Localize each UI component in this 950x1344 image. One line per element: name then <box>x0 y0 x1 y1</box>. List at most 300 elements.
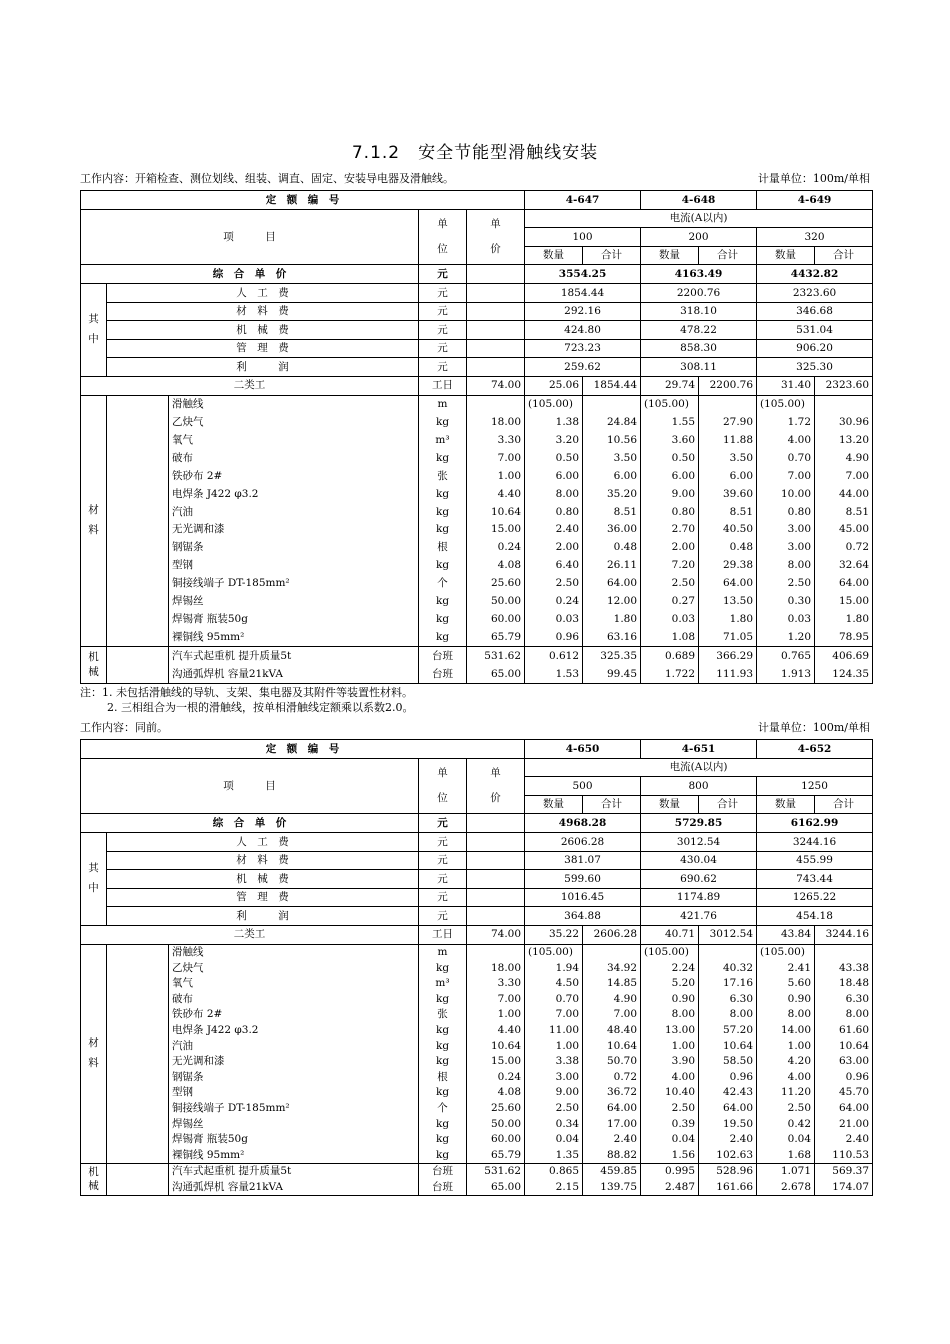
worker-cell: 35.22 <box>525 925 583 944</box>
material-cell: (105.00) <box>641 395 699 413</box>
machine-name: 沟通弧焊机 容量21kVA <box>169 1179 419 1195</box>
total-unit: 元 <box>419 814 467 833</box>
worker-cell: 29.74 <box>641 376 699 395</box>
material-price: 10.64 <box>467 1038 525 1054</box>
material-cell: 43.38 <box>815 960 873 976</box>
machine-cell: 0.689 <box>641 647 699 665</box>
machine-price: 65.00 <box>467 665 525 683</box>
material-cell: 15.00 <box>815 592 873 610</box>
sum-header: 合计 <box>815 795 873 814</box>
table-row <box>81 758 873 777</box>
page-title: 7.1.2 安全节能型滑触线安装 <box>351 143 599 163</box>
machine-cell: 0.612 <box>525 647 583 665</box>
material-name: 钢锯条 <box>169 539 419 557</box>
material-unit: kg <box>419 503 467 521</box>
table-row <box>81 1023 873 1039</box>
material-unit: m³ <box>419 976 467 992</box>
material-name: 焊锡膏 瓶装50g <box>169 610 419 628</box>
worker-cell: 40.71 <box>641 925 699 944</box>
material-cell: 13.20 <box>815 431 873 449</box>
material-cell: 2.41 <box>757 960 815 976</box>
material-cell: 2.24 <box>641 960 699 976</box>
table-row <box>81 358 873 377</box>
table-row <box>81 832 873 851</box>
table-row <box>81 431 873 449</box>
material-cell: 45.00 <box>815 521 873 539</box>
qizhong-2: 中 <box>88 881 99 894</box>
machine-cell: 124.35 <box>815 665 873 683</box>
material-cell: 2.50 <box>641 1100 699 1116</box>
qty-header: 数量 <box>757 246 815 265</box>
cost-name-profit: 利 润 <box>107 907 419 926</box>
material-cell: 4.50 <box>525 976 583 992</box>
material-cell: 2.00 <box>525 539 583 557</box>
table-row <box>81 209 873 228</box>
material-name: 破布 <box>169 449 419 467</box>
material-price: 25.60 <box>467 574 525 592</box>
material-cell: 0.04 <box>757 1132 815 1148</box>
table-row <box>81 610 873 628</box>
material-price: 3.30 <box>467 431 525 449</box>
material-cell: 7.00 <box>757 467 815 485</box>
cost-name-machine: 机 械 费 <box>107 321 419 340</box>
material-price: 1.00 <box>467 1007 525 1023</box>
cailiao-label <box>81 395 107 646</box>
cost-unit: 元 <box>419 851 467 870</box>
qty-header: 数量 <box>525 795 583 814</box>
material-cell: 58.50 <box>699 1054 757 1070</box>
material-price: 65.79 <box>467 1147 525 1163</box>
cost-value: 325.30 <box>757 358 873 377</box>
material-name: 铜接线端子 DT-185mm² <box>169 574 419 592</box>
jixie-2: 械 <box>88 1180 99 1193</box>
machine-unit: 台班 <box>419 647 467 665</box>
material-cell: 9.00 <box>641 485 699 503</box>
cost-unit: 元 <box>419 907 467 926</box>
table-row <box>81 870 873 889</box>
material-cell: 4.20 <box>757 1054 815 1070</box>
material-cell: 7.00 <box>583 1007 641 1023</box>
material-name: 铁砂布 2# <box>169 467 419 485</box>
table-row <box>81 944 873 960</box>
jixie-2: 械 <box>88 665 99 678</box>
material-cell: 8.00 <box>757 557 815 575</box>
material-cell: 48.40 <box>583 1023 641 1039</box>
table-row <box>81 925 873 944</box>
material-cell: 10.00 <box>757 485 815 503</box>
material-unit: 根 <box>419 539 467 557</box>
machine-cell: 161.66 <box>699 1179 757 1195</box>
material-name: 乙炔气 <box>169 960 419 976</box>
material-unit: kg <box>419 1147 467 1163</box>
material-name: 铜接线端子 DT-185mm² <box>169 1100 419 1116</box>
material-cell: 3.50 <box>699 449 757 467</box>
cost-value: 1265.22 <box>757 888 873 907</box>
work-content-1: 工作内容：开箱检查、测位划线、组装、调直、固定、安装导电器及滑触线。 <box>80 172 454 185</box>
material-cell: (105.00) <box>757 395 815 413</box>
material-cell: 3.50 <box>583 449 641 467</box>
material-cell: 26.11 <box>583 557 641 575</box>
cost-value: 454.18 <box>757 907 873 926</box>
material-cell: 27.90 <box>699 413 757 431</box>
material-cell: 11.20 <box>757 1085 815 1101</box>
cost-name-material: 材 料 费 <box>107 302 419 321</box>
material-cell: 0.96 <box>815 1069 873 1085</box>
material-cell: 8.00 <box>525 485 583 503</box>
current-value: 800 <box>641 777 757 796</box>
machine-cell: 1.722 <box>641 665 699 683</box>
material-cell: 4.00 <box>641 1069 699 1085</box>
material-cell: 1.35 <box>525 1147 583 1163</box>
cost-value: 478.22 <box>641 321 757 340</box>
machine-cell: 325.35 <box>583 647 641 665</box>
cailiao-1: 材 <box>88 1036 99 1049</box>
table-row <box>81 907 873 926</box>
material-price: 15.00 <box>467 1054 525 1070</box>
total-value: 5729.85 <box>641 814 757 833</box>
material-cell: 0.96 <box>699 1069 757 1085</box>
material-name: 无光调和漆 <box>169 1054 419 1070</box>
table-row <box>81 413 873 431</box>
table-row <box>81 628 873 646</box>
table-row <box>81 1085 873 1101</box>
cost-value: 906.20 <box>757 339 873 358</box>
material-unit: kg <box>419 1054 467 1070</box>
material-cell: 17.00 <box>583 1116 641 1132</box>
material-cell: 3.00 <box>525 1069 583 1085</box>
quota-code: 4-649 <box>757 191 873 210</box>
cost-name-material: 材 料 费 <box>107 851 419 870</box>
material-cell: 2.50 <box>525 1100 583 1116</box>
material-cell: 12.00 <box>583 592 641 610</box>
qty-header: 数量 <box>757 795 815 814</box>
jixie-label <box>81 647 107 684</box>
material-cell: 0.90 <box>757 991 815 1007</box>
material-cell: 2.50 <box>757 1100 815 1116</box>
material-cell: 6.30 <box>699 991 757 1007</box>
material-cell: 7.00 <box>815 467 873 485</box>
measure-unit-1: 计量单位：100m/单相 <box>757 172 870 185</box>
material-cell <box>699 944 757 960</box>
material-cell: 2.50 <box>525 574 583 592</box>
material-unit: kg <box>419 413 467 431</box>
material-unit: kg <box>419 1085 467 1101</box>
cailiao-1: 材 <box>88 503 99 516</box>
quota-code: 4-647 <box>525 191 641 210</box>
material-unit: kg <box>419 610 467 628</box>
cost-unit: 元 <box>419 870 467 889</box>
material-cell: 34.92 <box>583 960 641 976</box>
material-cell: 29.38 <box>699 557 757 575</box>
material-cell: 0.03 <box>757 610 815 628</box>
worker-cell: 2606.28 <box>583 925 641 944</box>
machine-price: 531.62 <box>467 1163 525 1179</box>
material-cell: 5.60 <box>757 976 815 992</box>
qty-header: 数量 <box>641 246 699 265</box>
material-cell: 14.85 <box>583 976 641 992</box>
machine-cell: 2.678 <box>757 1179 815 1195</box>
material-cell: 1.00 <box>641 1038 699 1054</box>
material-cell <box>815 395 873 413</box>
cailiao-2: 料 <box>88 1056 99 1069</box>
material-price: 18.00 <box>467 413 525 431</box>
material-name: 乙炔气 <box>169 413 419 431</box>
material-cell: 3.38 <box>525 1054 583 1070</box>
material-name: 焊锡丝 <box>169 1116 419 1132</box>
table-row <box>81 265 873 284</box>
material-cell: 0.48 <box>583 539 641 557</box>
cost-unit: 元 <box>419 302 467 321</box>
material-cell: 0.50 <box>641 449 699 467</box>
machine-cell: 0.995 <box>641 1163 699 1179</box>
table-row <box>81 1007 873 1023</box>
worker-cell: 2200.76 <box>699 376 757 395</box>
material-name: 氧气 <box>169 431 419 449</box>
material-cell: 6.30 <box>815 991 873 1007</box>
machine-cell: 366.29 <box>699 647 757 665</box>
material-unit: kg <box>419 592 467 610</box>
material-cell: 0.34 <box>525 1116 583 1132</box>
table-row <box>81 449 873 467</box>
table-row <box>81 1116 873 1132</box>
table-row <box>81 467 873 485</box>
quota-code-label: 定 额 编 号 <box>81 740 525 759</box>
cost-name-labor: 人 工 费 <box>107 832 419 851</box>
unit-header <box>419 209 467 265</box>
table-row <box>81 991 873 1007</box>
cost-value: 3012.54 <box>641 832 757 851</box>
material-cell: 8.51 <box>815 503 873 521</box>
material-cell: 4.90 <box>583 991 641 1007</box>
material-cell: 71.05 <box>699 628 757 646</box>
material-cell: (105.00) <box>525 944 583 960</box>
quota-code: 4-650 <box>525 740 641 759</box>
total-value: 4968.28 <box>525 814 641 833</box>
table-row <box>81 302 873 321</box>
qizhong-1: 其 <box>88 313 99 326</box>
cost-price <box>467 302 525 321</box>
material-cell: 9.00 <box>525 1085 583 1101</box>
material-unit: kg <box>419 1116 467 1132</box>
qty-header: 数量 <box>525 246 583 265</box>
work-content-2: 工作内容：同前。 <box>80 721 168 734</box>
material-name: 氧气 <box>169 976 419 992</box>
material-cell <box>815 944 873 960</box>
material-cell: 8.51 <box>699 503 757 521</box>
worker-price: 74.00 <box>467 376 525 395</box>
cost-value: 743.44 <box>757 870 873 889</box>
machine-name: 沟通弧焊机 容量21kVA <box>169 665 419 683</box>
material-price <box>467 395 525 413</box>
total-unit: 元 <box>419 265 467 284</box>
material-cell: 10.64 <box>583 1038 641 1054</box>
table-row <box>81 191 873 210</box>
material-cell: (105.00) <box>641 944 699 960</box>
cost-price <box>467 283 525 302</box>
qizhong-label <box>81 832 107 925</box>
material-cell: 78.95 <box>815 628 873 646</box>
material-name: 电焊条 J422 φ3.2 <box>169 1023 419 1039</box>
cost-unit: 元 <box>419 283 467 302</box>
table-row <box>81 1179 873 1195</box>
sum-header: 合计 <box>815 246 873 265</box>
material-cell: 36.72 <box>583 1085 641 1101</box>
quota-table-2 <box>80 739 873 1196</box>
material-unit: m <box>419 944 467 960</box>
material-cell: 64.00 <box>699 574 757 592</box>
cost-name-mgmt: 管 理 费 <box>107 339 419 358</box>
material-cell: 3.20 <box>525 431 583 449</box>
cost-value: 364.88 <box>525 907 641 926</box>
material-cell: 17.16 <box>699 976 757 992</box>
material-cell: 32.64 <box>815 557 873 575</box>
table-row <box>81 395 873 413</box>
material-cell: 1.72 <box>757 413 815 431</box>
sum-header: 合计 <box>699 246 757 265</box>
machine-unit: 台班 <box>419 1163 467 1179</box>
unit-header-1: 单 <box>437 218 448 231</box>
material-cell <box>699 395 757 413</box>
material-cell: 5.20 <box>641 976 699 992</box>
machine-cell: 406.69 <box>815 647 873 665</box>
quota-code: 4-648 <box>641 191 757 210</box>
table-row <box>81 960 873 976</box>
cost-value: 455.99 <box>757 851 873 870</box>
cost-value: 2200.76 <box>641 283 757 302</box>
material-cell: 110.53 <box>815 1147 873 1163</box>
material-cell: 0.80 <box>641 503 699 521</box>
material-name: 型钢 <box>169 557 419 575</box>
material-cell: 6.40 <box>525 557 583 575</box>
cost-unit: 元 <box>419 888 467 907</box>
total-value: 4163.49 <box>641 265 757 284</box>
machine-subgroup <box>107 647 169 684</box>
material-price: 4.40 <box>467 485 525 503</box>
machine-cell: 569.37 <box>815 1163 873 1179</box>
price-header-1: 单 <box>490 218 501 231</box>
table-row <box>81 888 873 907</box>
material-unit: 根 <box>419 1069 467 1085</box>
material-unit: kg <box>419 449 467 467</box>
cost-value: 318.10 <box>641 302 757 321</box>
material-cell: 64.00 <box>583 1100 641 1116</box>
material-subgroup <box>107 944 169 1163</box>
material-cell: 3.00 <box>757 539 815 557</box>
cost-price <box>467 870 525 889</box>
material-name: 无光调和漆 <box>169 521 419 539</box>
material-subgroup <box>107 395 169 646</box>
cost-name-mgmt: 管 理 费 <box>107 888 419 907</box>
cost-name-labor: 人 工 费 <box>107 283 419 302</box>
material-unit: 个 <box>419 1100 467 1116</box>
table-row <box>81 592 873 610</box>
material-cell: 64.00 <box>815 574 873 592</box>
material-unit: 个 <box>419 574 467 592</box>
material-cell: 2.40 <box>699 1132 757 1148</box>
material-cell: 0.96 <box>525 628 583 646</box>
material-cell: 0.03 <box>641 610 699 628</box>
table-row <box>81 1069 873 1085</box>
material-price: 60.00 <box>467 1132 525 1148</box>
material-cell: 11.00 <box>525 1023 583 1039</box>
material-name: 破布 <box>169 991 419 1007</box>
current-value: 1250 <box>757 777 873 796</box>
material-cell: 4.00 <box>757 431 815 449</box>
machine-price: 65.00 <box>467 1179 525 1195</box>
machine-cell: 459.85 <box>583 1163 641 1179</box>
material-cell: 2.50 <box>641 574 699 592</box>
table-row <box>81 485 873 503</box>
unit-header <box>419 758 467 814</box>
machine-unit: 台班 <box>419 665 467 683</box>
table-row <box>81 1163 873 1179</box>
cost-value: 723.23 <box>525 339 641 358</box>
material-cell: 50.70 <box>583 1054 641 1070</box>
material-cell: 2.00 <box>641 539 699 557</box>
material-unit: 张 <box>419 1007 467 1023</box>
machine-cell: 1.913 <box>757 665 815 683</box>
machine-cell: 1.071 <box>757 1163 815 1179</box>
cost-price <box>467 888 525 907</box>
material-cell: 8.00 <box>699 1007 757 1023</box>
material-cell: 6.00 <box>525 467 583 485</box>
material-cell: 11.88 <box>699 431 757 449</box>
material-cell: 19.50 <box>699 1116 757 1132</box>
material-name: 裸铜线 95mm² <box>169 1147 419 1163</box>
material-unit: kg <box>419 960 467 976</box>
material-price: 0.24 <box>467 1069 525 1085</box>
cost-value: 424.80 <box>525 321 641 340</box>
material-cell: 8.00 <box>815 1007 873 1023</box>
material-name: 型钢 <box>169 1085 419 1101</box>
sum-header: 合计 <box>583 795 641 814</box>
material-price: 3.30 <box>467 976 525 992</box>
machine-cell: 0.865 <box>525 1163 583 1179</box>
quota-code: 4-652 <box>757 740 873 759</box>
cost-price <box>467 358 525 377</box>
material-cell: (105.00) <box>525 395 583 413</box>
material-cell: 57.20 <box>699 1023 757 1039</box>
table-row <box>81 539 873 557</box>
material-unit: kg <box>419 557 467 575</box>
cost-price <box>467 339 525 358</box>
material-cell: 1.94 <box>525 960 583 976</box>
material-name: 滑触线 <box>169 944 419 960</box>
total-value: 3554.25 <box>525 265 641 284</box>
total-price <box>467 814 525 833</box>
price-header-1: 单 <box>490 767 501 780</box>
current-value: 200 <box>641 228 757 247</box>
material-cell: 39.60 <box>699 485 757 503</box>
material-price: 50.00 <box>467 592 525 610</box>
current-header: 电流(A以内) <box>525 758 873 777</box>
material-cell: 0.48 <box>699 539 757 557</box>
cailiao-label <box>81 944 107 1163</box>
material-cell: 64.00 <box>815 1100 873 1116</box>
material-cell: 0.70 <box>757 449 815 467</box>
material-cell: 3.90 <box>641 1054 699 1070</box>
measure-unit-2: 计量单位：100m/单相 <box>757 721 870 734</box>
material-cell: 4.90 <box>815 449 873 467</box>
material-cell: 1.68 <box>757 1147 815 1163</box>
material-name: 滑触线 <box>169 395 419 413</box>
qizhong-1: 其 <box>88 862 99 875</box>
jixie-1: 机 <box>88 651 99 664</box>
worker-cell: 43.84 <box>757 925 815 944</box>
worker-cell: 25.06 <box>525 376 583 395</box>
cost-value: 292.16 <box>525 302 641 321</box>
material-unit: kg <box>419 1023 467 1039</box>
